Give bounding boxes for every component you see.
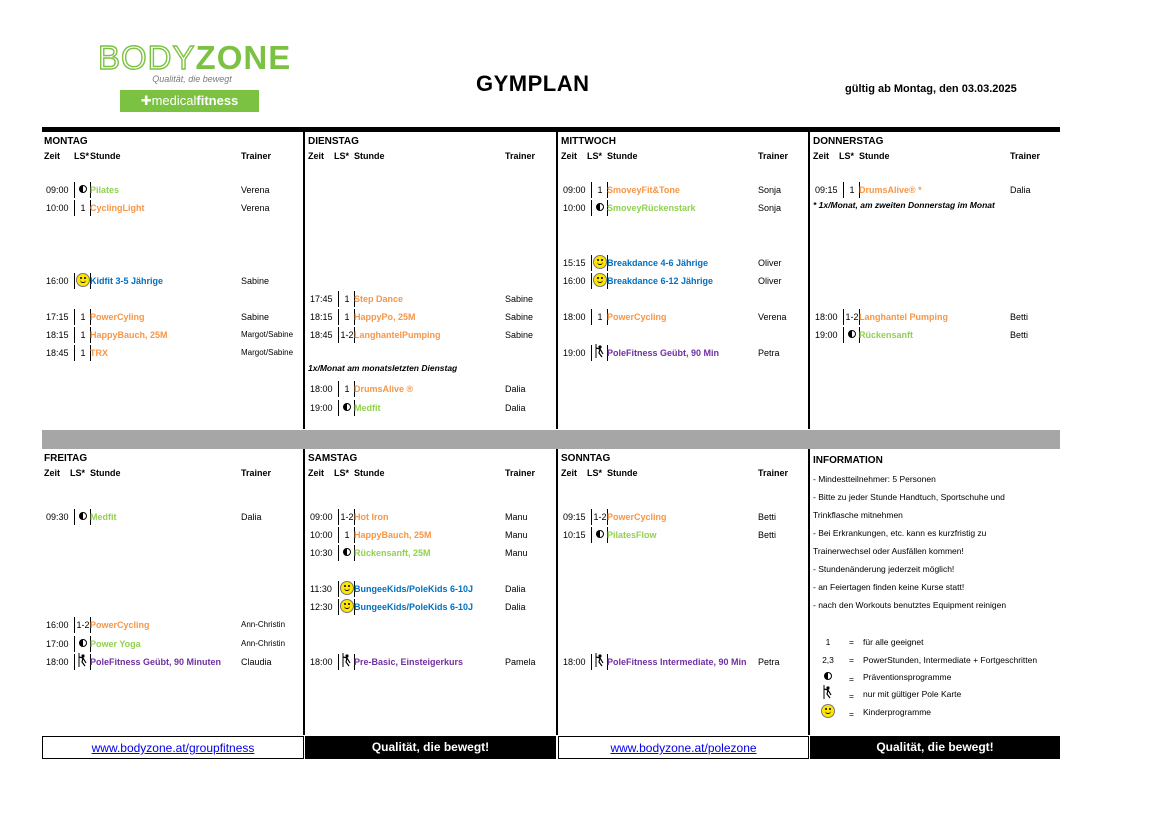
header-ls: LS* [74,151,90,161]
cell-separator [338,527,339,543]
day-name: DONNERSTAG [813,136,884,147]
trainer-name: Sabine [241,276,270,286]
schedule-row[interactable] [42,653,294,669]
cell-separator [74,617,75,633]
yinyang-icon [596,203,604,211]
header-stunde: Stunde [859,151,890,161]
class-name: HappyBauch, 25M [354,530,432,540]
day-name: MONTAG [44,136,88,147]
schedule-row[interactable] [306,526,558,542]
schedule-row[interactable] [559,508,811,524]
schedule-row[interactable] [42,508,294,524]
legend-text: Präventionsprogramme [863,672,952,682]
class-name: HappyPo, 25M [354,312,416,322]
cell-separator [338,327,339,343]
legend-equals: = [849,637,854,647]
cell-separator [338,291,339,307]
header-trainer: Trainer [1010,151,1041,161]
schedule-row[interactable] [559,254,811,270]
class-time: 09:30 [46,512,69,522]
schedule-row[interactable] [559,272,811,288]
info-line: - Bitte zu jeder Stunde Handtuch, Sportschuhe und [813,492,1005,502]
logo-tagline: Qualität, die bewegt [152,74,232,84]
class-level [340,657,354,673]
trainer-name: Dalia [1010,185,1031,195]
schedule-row[interactable] [306,326,558,342]
legend-key: 2,3 [822,655,834,665]
cell-separator [843,327,844,343]
class-time: 18:45 [310,330,333,340]
schedule-row[interactable] [42,199,294,215]
class-name: PoleFitness Geübt, 90 Min [607,348,720,358]
header-trainer: Trainer [758,468,789,478]
week-divider-bar [42,430,1060,449]
smiley-icon [76,273,90,287]
legend-key [821,672,835,682]
class-level: 1 [344,294,350,304]
class-name: Breakdance 6-12 Jährige [607,276,714,286]
day-column-dienstag [306,132,558,429]
class-time: 18:00 [815,312,838,322]
cell-separator [591,509,592,525]
class-name: Breakdance 4-6 Jährige [607,258,709,268]
yinyang-icon [343,548,351,556]
column-divider [303,132,305,429]
column-divider [303,449,305,735]
smiley-icon [340,581,354,595]
class-level [76,276,90,292]
class-name: DrumsAlive ® [354,384,414,394]
class-time: 10:00 [310,530,333,540]
class-time: 18:00 [310,384,333,394]
class-level: 1-2 [593,512,607,522]
class-name: LanghantelPumping [354,330,441,340]
trainer-name: Dalia [241,512,262,522]
schedule-row[interactable] [306,598,558,614]
header-trainer: Trainer [241,151,272,161]
bodyzone-logo [98,39,292,118]
day-name: SAMSTAG [308,453,358,464]
trainer-name: Ann-Christin [241,620,286,629]
class-level: 1 [597,312,603,322]
trainer-name: Petra [758,657,780,667]
trainer-name: Dalia [505,584,526,594]
cell-separator [843,309,844,325]
cell-separator [74,654,75,670]
info-line: - nach den Workouts benutztes Equipment reinigen [813,600,1007,610]
class-time: 16:00 [46,276,69,286]
class-name: Hot Iron [354,512,389,522]
cell-separator [338,654,339,670]
pole-dancer-icon [594,653,606,667]
schedule-note: * 1x/Monat, am zweiten Donnerstag im Monat [813,200,995,210]
legend-text: für alle geeignet [863,637,924,647]
valid-from-date: gültig ab Montag, den 03.03.2025 [845,83,1017,95]
trainer-name: Claudia [241,657,272,667]
yinyang-icon [79,185,87,193]
class-time: 09:15 [563,512,586,522]
cell-separator [591,345,592,361]
cell-separator [338,509,339,525]
class-level [76,639,90,649]
trainer-name: Sonja [758,185,782,195]
header-trainer: Trainer [505,151,536,161]
schedule-row[interactable] [559,199,811,215]
class-time: 15:15 [563,258,586,268]
cell-separator [591,182,592,198]
class-name: Pilates [90,185,120,195]
class-time: 10:00 [46,203,69,213]
cell-separator [591,273,592,289]
cell-separator [338,545,339,561]
schedule-row[interactable] [811,181,1063,197]
smiley-icon [821,704,835,718]
logo-wordmark: BODYZONE [98,39,292,76]
class-name: Step Dance [354,294,404,304]
groupfitness-link[interactable]: www.bodyzone.at/groupfitness [42,736,304,759]
class-time: 19:00 [815,330,838,340]
schedule-row[interactable] [42,635,294,651]
trainer-name: Sabine [241,312,270,322]
yinyang-icon [596,530,604,538]
class-time: 18:15 [310,312,333,322]
class-name: PoleFitness Intermediate, 90 Min [607,657,747,667]
info-line: - Bei Erkrankungen, etc. kann es kurzfristig zu [813,528,987,538]
smiley-icon [593,273,607,287]
schedule-note: 1x/Monat am monatsletzten Dienstag [308,363,458,373]
pole-dancer-icon [341,653,353,667]
schedule-row[interactable] [811,308,1063,324]
header-zeit: Zeit [561,468,578,478]
header-ls: LS* [334,151,350,161]
schedule-row[interactable] [559,344,811,360]
pole-dancer-icon [77,653,89,667]
trainer-name: Pamela [505,657,536,667]
trainer-name: Dalia [505,384,526,394]
class-name: DrumsAlive® * [859,185,922,195]
class-time: 18:00 [46,657,69,667]
trainer-name: Oliver [758,258,782,268]
info-line: Trainerwechsel oder Ausfällen kommen! [813,546,964,556]
schedule-row[interactable] [559,526,811,542]
schedule-row[interactable] [306,308,558,324]
class-level [340,403,354,413]
yinyang-icon [79,512,87,520]
yinyang-icon [824,672,832,680]
schedule-row[interactable] [42,326,294,342]
legend-equals: = [849,709,854,719]
cell-separator [74,200,75,216]
header-trainer: Trainer [505,468,536,478]
class-name: Medfit [90,512,117,522]
header-trainer: Trainer [758,151,789,161]
info-line: - Stundenänderung jederzeit möglich! [813,564,955,574]
class-time: 16:00 [563,276,586,286]
pole-dancer-icon [594,344,606,358]
cell-separator [74,309,75,325]
schedule-row[interactable] [559,308,811,324]
class-name: CyclingLight [90,203,145,213]
class-level: 1 [80,348,86,358]
class-level [76,657,90,673]
smiley-icon [593,255,607,269]
cell-separator [591,527,592,543]
class-time: 09:00 [563,185,586,195]
header-zeit: Zeit [813,151,830,161]
trainer-name: Betti [1010,330,1029,340]
class-level [340,602,354,618]
class-time: 19:00 [563,348,586,358]
cell-separator [74,182,75,198]
trainer-name: Ann-Christin [241,639,286,648]
class-name: Pre-Basic, Einsteigerkurs [354,657,464,667]
trainer-name: Betti [1010,312,1029,322]
class-time: 18:00 [563,312,586,322]
trainer-name: Manu [505,530,528,540]
class-time: 18:15 [46,330,69,340]
class-time: 12:30 [310,602,333,612]
header-stunde: Stunde [354,151,385,161]
day-column-sonntag [559,449,811,735]
class-time: 11:30 [310,584,332,594]
class-level: 1-2 [845,312,859,322]
info-line: Trinkflasche mitnehmen [813,510,903,520]
class-name: Rückensanft, 25M [354,548,431,558]
header-ls: LS* [839,151,855,161]
legend-equals: = [849,655,854,665]
schedule-row[interactable] [306,290,558,306]
page-title: GYMPLAN [476,71,590,96]
information-title: INFORMATION [813,455,883,466]
legend-equals: = [849,674,854,684]
schedule-row[interactable] [811,326,1063,342]
class-name: PowerCycling [607,512,667,522]
cell-separator [338,309,339,325]
legend-text: nur mit gültiger Pole Karte [863,689,962,699]
class-name: PowerCycling [90,620,150,630]
schedule-row[interactable] [42,616,294,632]
class-level [340,548,354,558]
class-level [593,657,607,673]
day-column-montag [42,132,294,429]
class-level [593,276,607,292]
schedule-row[interactable] [306,508,558,524]
pole-dancer-icon [822,685,834,699]
class-level [593,203,607,213]
class-name: Medfit [354,403,381,413]
header-zeit: Zeit [308,468,325,478]
class-level: 1 [80,203,86,213]
class-level: 1-2 [340,512,354,522]
header-stunde: Stunde [90,151,121,161]
trainer-name: Manu [505,548,528,558]
trainer-name: Betti [758,512,777,522]
class-name: Langhantel Pumping [859,312,948,322]
trainer-name: Dalia [505,602,526,612]
day-name: DIENSTAG [308,136,359,147]
cell-separator [338,599,339,615]
footer-slogan: Qualität, die bewegt! [305,736,556,759]
class-level: 1 [597,185,603,195]
header-zeit: Zeit [561,151,578,161]
class-time: 10:00 [563,203,586,213]
class-level [593,348,607,364]
class-name: Power Yoga [90,639,141,649]
header-zeit: Zeit [44,468,61,478]
trainer-name: Sabine [505,294,534,304]
header-ls: LS* [587,151,603,161]
class-time: 19:00 [310,403,333,413]
cell-separator [74,273,75,289]
header-zeit: Zeit [308,151,325,161]
legend-key: 1 [825,637,831,647]
cell-separator [338,581,339,597]
class-time: 10:15 [563,530,586,540]
yinyang-icon [343,403,351,411]
legend-equals: = [849,691,854,701]
cell-separator [591,654,592,670]
header-stunde: Stunde [607,468,638,478]
day-name: SONNTAG [561,453,611,464]
class-time: 10:30 [310,548,333,558]
header-ls: LS* [334,468,350,478]
cell-separator [74,509,75,525]
class-time: 17:00 [46,639,69,649]
polezone-link[interactable]: www.bodyzone.at/polezone [558,736,809,759]
header-stunde: Stunde [90,468,121,478]
cell-separator [843,182,844,198]
class-level: 1-2 [76,620,90,630]
schedule-row[interactable] [559,181,811,197]
class-level: 1 [849,185,855,195]
footer-slogan: Qualität, die bewegt! [810,736,1060,759]
class-name: PowerCycling [607,312,667,322]
class-level: 1 [80,312,86,322]
schedule-row[interactable] [306,380,558,396]
header-ls: LS* [70,468,86,478]
class-level [845,330,859,340]
trainer-name: Margot/Sabine [241,348,294,357]
cell-separator [74,327,75,343]
class-time: 17:15 [46,312,69,322]
trainer-name: Verena [241,185,270,195]
class-name: BungeeKids/PoleKids 6-10J [354,584,474,594]
trainer-name: Verena [241,203,270,213]
schedule-row[interactable] [306,544,558,560]
class-time: 18:00 [310,657,333,667]
header-stunde: Stunde [354,468,385,478]
cell-separator [338,381,339,397]
class-level: 1 [344,384,350,394]
trainer-name: Oliver [758,276,782,286]
class-time: 18:00 [563,657,586,667]
day-name: FREITAG [44,453,88,464]
schedule-row[interactable] [559,653,811,669]
header-zeit: Zeit [44,151,61,161]
legend-text: PowerStunden, Intermediate + Fortgeschritten [863,655,1038,665]
legend-text: Kinderprogramme [863,707,932,717]
class-level [76,185,90,195]
class-name: BungeeKids/PoleKids 6-10J [354,602,474,612]
trainer-name: Sabine [505,330,534,340]
trainer-name: Manu [505,512,528,522]
day-column-mittwoch [559,132,811,429]
class-name: HappyBauch, 25M [90,330,168,340]
medical-fitness-badge: ✚medicalfitness [120,90,259,112]
class-name: Kidfit 3-5 Jährige [90,276,164,286]
information-panel [811,449,1063,735]
trainer-name: Sabine [505,312,534,322]
class-level: 1 [344,312,350,322]
schedule-row[interactable] [306,399,558,415]
class-time: 09:15 [815,185,838,195]
trainer-name: Margot/Sabine [241,330,294,339]
class-name: PilatesFlow [607,530,657,540]
class-name: SmoveyRückenstark [607,203,696,213]
schedule-row[interactable] [42,308,294,324]
schedule-row[interactable] [306,580,558,596]
cell-separator [74,636,75,652]
class-time: 09:00 [46,185,69,195]
class-name: PoleFitness Geübt, 90 Minuten [90,657,222,667]
class-name: PowerCyling [90,312,145,322]
cell-separator [591,255,592,271]
class-time: 16:00 [46,620,69,630]
cell-separator [338,400,339,416]
trainer-name: Dalia [505,403,526,413]
trainer-name: Betti [758,530,777,540]
trainer-name: Sonja [758,203,782,213]
yinyang-icon [848,330,856,338]
schedule-row[interactable] [42,344,294,360]
legend-key [821,707,835,723]
class-name: TRX [90,348,108,358]
yinyang-icon [79,639,87,647]
class-name: SmoveyFit&Tone [607,185,680,195]
class-name: Rückensanft [859,330,914,340]
cell-separator [591,309,592,325]
trainer-name: Petra [758,348,780,358]
class-level: 1 [80,330,86,340]
smiley-icon [340,599,354,613]
class-time: 09:00 [310,512,333,522]
info-line: - Mindestteilnehmer: 5 Personen [813,474,936,484]
class-level [76,512,90,522]
day-name: MITTWOCH [561,136,616,147]
class-level: 1 [344,530,350,540]
cell-separator [74,345,75,361]
schedule-row[interactable] [42,272,294,288]
trainer-name: Verena [758,312,787,322]
cell-separator [591,200,592,216]
legend-key [821,689,835,705]
schedule-row[interactable] [42,181,294,197]
class-level: 1-2 [340,330,354,340]
class-level [593,530,607,540]
info-line: - an Feiertagen finden keine Kurse statt! [813,582,965,592]
schedule-row[interactable] [306,653,558,669]
class-time: 18:45 [46,348,69,358]
day-column-samstag [306,449,558,735]
day-column-donnerstag [811,132,1063,429]
header-stunde: Stunde [607,151,638,161]
header-trainer: Trainer [241,468,272,478]
class-time: 17:45 [310,294,333,304]
day-column-freitag [42,449,294,735]
header-ls: LS* [587,468,603,478]
